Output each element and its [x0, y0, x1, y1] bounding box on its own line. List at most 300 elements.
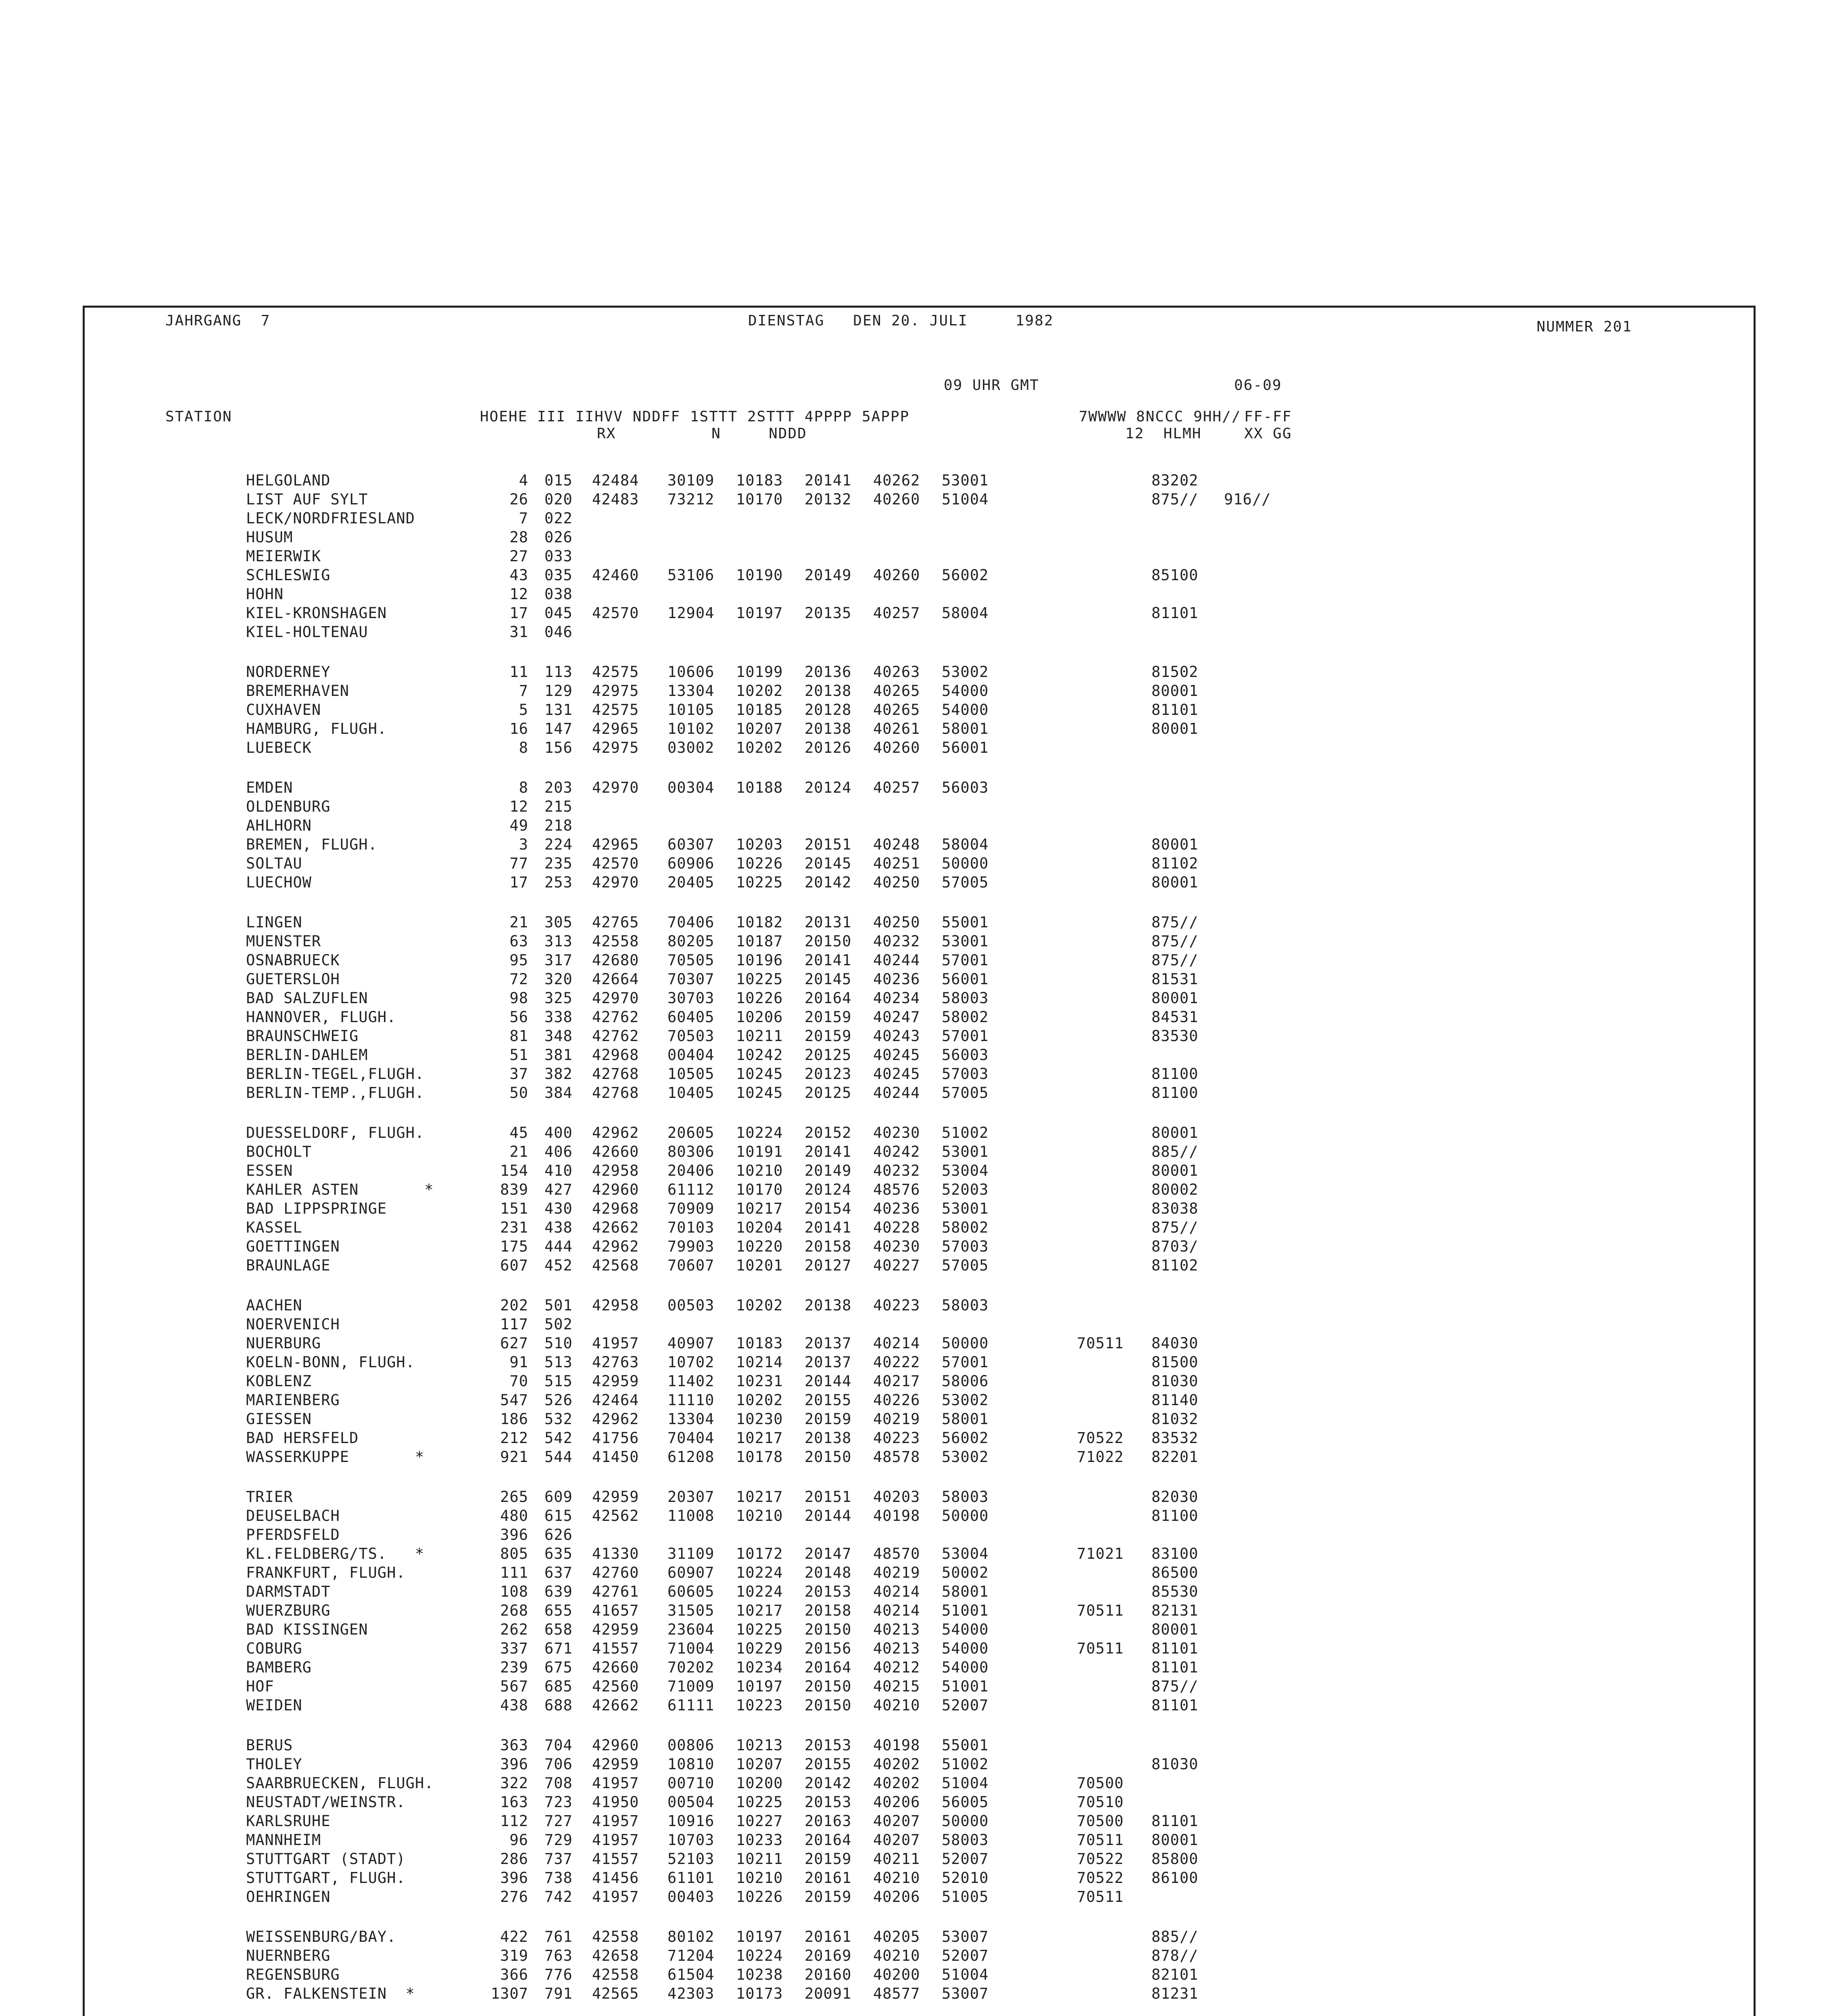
station-name: KAHLER ASTEN *: [246, 1181, 434, 1198]
height-value: 112: [500, 1812, 528, 1830]
height-value: 363: [500, 1737, 528, 1754]
station-index: 706: [544, 1756, 573, 1773]
code-1sttt: 10206: [736, 1008, 783, 1026]
code-iihvv: 42460: [592, 566, 639, 584]
station-index: 317: [544, 952, 573, 969]
station-name: BRAUNSCHWEIG: [246, 1027, 359, 1045]
code-8nccc: 80001: [1151, 836, 1199, 853]
code-4pppp: 40257: [873, 604, 920, 622]
station-row: [85, 1506, 1375, 1525]
station-index: 729: [544, 1831, 573, 1849]
code-iihvv: 42768: [592, 1065, 639, 1083]
station-name: BOCHOLT: [246, 1143, 312, 1160]
code-2sttt: 20150: [805, 1697, 852, 1714]
code-8nccc: 885//: [1151, 1928, 1199, 1945]
code-nddff: 79903: [667, 1238, 715, 1255]
code-nddff: 10505: [667, 1065, 715, 1083]
code-2sttt: 20138: [805, 1429, 852, 1447]
code-iihvv: 42558: [592, 1966, 639, 1983]
code-8nccc: 81502: [1151, 663, 1199, 681]
station-index: 671: [544, 1640, 573, 1657]
code-5appp: 50000: [942, 1812, 989, 1830]
station-name: LINGEN: [246, 914, 302, 931]
code-2sttt: 20141: [805, 1219, 852, 1236]
station-name: NOERVENICH: [246, 1316, 340, 1333]
code-5appp: 57003: [942, 1065, 989, 1083]
height-value: 268: [500, 1602, 528, 1619]
code-1sttt: 10204: [736, 1219, 783, 1236]
code-5appp: 53004: [942, 1162, 989, 1179]
station-row: [85, 700, 1375, 719]
station-row: [85, 913, 1375, 932]
code-nddff: 80102: [667, 1928, 715, 1945]
station-name: HAMBURG, FLUGH.: [246, 720, 387, 737]
station-name: KOELN-BONN, FLUGH.: [246, 1354, 415, 1371]
station-index: 626: [544, 1526, 573, 1543]
height-value: 154: [500, 1162, 528, 1179]
code-2sttt: 20150: [805, 933, 852, 950]
code-iihvv: 42484: [592, 472, 639, 489]
code-8nccc: 81102: [1151, 855, 1199, 872]
station-name: OEHRINGEN: [246, 1888, 331, 1906]
code-7wwww: 70511: [1077, 1335, 1124, 1352]
code-4pppp: 40247: [873, 1008, 920, 1026]
code-1sttt: 10187: [736, 933, 783, 950]
station-index: 400: [544, 1124, 573, 1141]
code-nddff: 13304: [667, 682, 715, 700]
code-iihvv: 41330: [592, 1545, 639, 1562]
code-4pppp: 40257: [873, 779, 920, 796]
height-value: 11: [509, 663, 528, 681]
code-iihvv: 42570: [592, 604, 639, 622]
station-name: MUENSTER: [246, 933, 321, 950]
code-1sttt: 10225: [736, 971, 783, 988]
code-5appp: 50000: [942, 1335, 989, 1352]
station-index: 444: [544, 1238, 573, 1255]
code-4pppp: 40214: [873, 1335, 920, 1352]
station-index: 708: [544, 1774, 573, 1792]
code-1sttt: 10199: [736, 663, 783, 681]
station-name: BREMERHAVEN: [246, 682, 350, 700]
code-2sttt: 20163: [805, 1812, 852, 1830]
code-iihvv: 41657: [592, 1602, 639, 1619]
code-iihvv: 42975: [592, 682, 639, 700]
station-row: [85, 1696, 1375, 1715]
code-5appp: 50000: [942, 1507, 989, 1524]
code-8nccc: 83202: [1151, 472, 1199, 489]
code-1sttt: 10224: [736, 1124, 783, 1141]
code-iihvv: 41456: [592, 1869, 639, 1887]
code-4pppp: 40202: [873, 1756, 920, 1773]
code-2sttt: 20159: [805, 1888, 852, 1906]
station-index: 763: [544, 1947, 573, 1964]
code-5appp: 58001: [942, 1410, 989, 1428]
code-5appp: 53004: [942, 1545, 989, 1562]
station-name: HELGOLAND: [246, 472, 331, 489]
station-index: 502: [544, 1316, 573, 1333]
code-nddff: 12904: [667, 604, 715, 622]
code-8nccc: 885//: [1151, 1143, 1199, 1160]
station-index: 320: [544, 971, 573, 988]
station-index: 382: [544, 1065, 573, 1083]
station-row: [85, 1774, 1375, 1793]
code-iihvv: 42960: [592, 1181, 639, 1198]
height-value: 17: [509, 874, 528, 891]
code-4pppp: 40261: [873, 720, 920, 737]
code-nddff: 60405: [667, 1008, 715, 1026]
code-1sttt: 10210: [736, 1869, 783, 1887]
code-1sttt: 10207: [736, 1756, 783, 1773]
code-2sttt: 20160: [805, 1966, 852, 1983]
station-row: [85, 1218, 1375, 1237]
station-index: 430: [544, 1200, 573, 1217]
station-index: 046: [544, 623, 573, 641]
code-7wwww: 70500: [1077, 1774, 1124, 1792]
height-value: 12: [509, 585, 528, 603]
height-value: 49: [509, 817, 528, 834]
code-1sttt: 10183: [736, 472, 783, 489]
height-value: 262: [500, 1621, 528, 1638]
station-row: [85, 1027, 1375, 1045]
station-name: EMDEN: [246, 779, 293, 796]
station-index: 544: [544, 1448, 573, 1466]
code-iihvv: 42970: [592, 989, 639, 1007]
station-name: DEUSELBACH: [246, 1507, 340, 1524]
station-index: 235: [544, 855, 573, 872]
code-8nccc: 875//: [1151, 952, 1199, 969]
code-8nccc: 80001: [1151, 682, 1199, 700]
height-value: 396: [500, 1869, 528, 1887]
station-index: 026: [544, 529, 573, 546]
height-value: 95: [509, 952, 528, 969]
code-1sttt: 10226: [736, 1888, 783, 1906]
station-name: MANNHEIM: [246, 1831, 321, 1849]
code-5appp: 51005: [942, 1888, 989, 1906]
code-5appp: 56005: [942, 1793, 989, 1811]
height-value: 108: [500, 1583, 528, 1600]
code-nddff: 53106: [667, 566, 715, 584]
column-header-codes2: 7WWWW 8NCCC 9HH//: [1079, 408, 1241, 425]
station-name: WEISSENBURG/BAY.: [246, 1928, 396, 1945]
station-name: SAARBRUECKEN, FLUGH.: [246, 1774, 434, 1792]
code-4pppp: 40227: [873, 1257, 920, 1274]
height-value: 8: [519, 779, 528, 796]
station-index: 215: [544, 798, 573, 815]
code-iihvv: 41557: [592, 1640, 639, 1657]
code-2sttt: 20137: [805, 1335, 852, 1352]
station-index: 438: [544, 1219, 573, 1236]
code-4pppp: 40215: [873, 1678, 920, 1695]
station-row: [85, 1563, 1375, 1582]
code-nddff: 70909: [667, 1200, 715, 1217]
code-1sttt: 10202: [736, 682, 783, 700]
code-iihvv: 42965: [592, 720, 639, 737]
code-4pppp: 40200: [873, 1966, 920, 1983]
code-iihvv: 42664: [592, 971, 639, 988]
code-8nccc: 85800: [1151, 1850, 1199, 1868]
code-iihvv: 41557: [592, 1850, 639, 1868]
code-iihvv: 42761: [592, 1583, 639, 1600]
code-8nccc: 81101: [1151, 1640, 1199, 1657]
station-row: [85, 738, 1375, 757]
code-iihvv: 42660: [592, 1659, 639, 1676]
code-4pppp: 40250: [873, 874, 920, 891]
code-8nccc: 84531: [1151, 1008, 1199, 1026]
code-4pppp: 40213: [873, 1621, 920, 1638]
code-8nccc: 80001: [1151, 989, 1199, 1007]
station-row: [85, 1142, 1375, 1161]
height-value: 480: [500, 1507, 528, 1524]
code-1sttt: 10217: [736, 1488, 783, 1506]
code-4pppp: 40228: [873, 1219, 920, 1236]
station-row: [85, 681, 1375, 700]
code-8nccc: 85100: [1151, 566, 1199, 584]
station-name: LIST AUF SYLT: [246, 491, 368, 508]
code-5appp: 53007: [942, 1985, 989, 2002]
code-iihvv: 41957: [592, 1812, 639, 1830]
station-name: DUESSELDORF, FLUGH.: [246, 1124, 425, 1141]
code-5appp: 51001: [942, 1678, 989, 1695]
height-value: 319: [500, 1947, 528, 1964]
height-value: 77: [509, 855, 528, 872]
code-2sttt: 20155: [805, 1391, 852, 1409]
code-4pppp: 40244: [873, 952, 920, 969]
code-1sttt: 10220: [736, 1238, 783, 1255]
code-1sttt: 10217: [736, 1602, 783, 1619]
code-4pppp: 40223: [873, 1429, 920, 1447]
station-row: [85, 662, 1375, 681]
code-4pppp: 40211: [873, 1850, 920, 1868]
code-5appp: 58001: [942, 720, 989, 737]
code-iihvv: 42680: [592, 952, 639, 969]
code-7wwww: 70522: [1077, 1850, 1124, 1868]
code-nddff: 11402: [667, 1372, 715, 1390]
code-iihvv: 42660: [592, 1143, 639, 1160]
code-nddff: 61101: [667, 1869, 715, 1887]
code-1sttt: 10213: [736, 1737, 783, 1754]
height-value: 839: [500, 1181, 528, 1198]
code-iihvv: 41957: [592, 1888, 639, 1906]
code-iihvv: 42975: [592, 739, 639, 756]
station-name: NORDERNEY: [246, 663, 331, 681]
height-value: 396: [500, 1756, 528, 1773]
code-4pppp: 48576: [873, 1181, 920, 1198]
code-2sttt: 20135: [805, 604, 852, 622]
station-index: 513: [544, 1354, 573, 1371]
code-2sttt: 20123: [805, 1065, 852, 1083]
code-5appp: 57001: [942, 952, 989, 969]
code-nddff: 11110: [667, 1391, 715, 1409]
code-8nccc: 83100: [1151, 1545, 1199, 1562]
code-nddff: 10702: [667, 1354, 715, 1371]
code-nddff: 00304: [667, 779, 715, 796]
code-1sttt: 10233: [736, 1831, 783, 1849]
code-2sttt: 20138: [805, 1297, 852, 1314]
code-8nccc: 82101: [1151, 1966, 1199, 1983]
code-8nccc: 81500: [1151, 1354, 1199, 1371]
station-row: [85, 873, 1375, 892]
code-1sttt: 10182: [736, 914, 783, 931]
station-row: [85, 1237, 1375, 1256]
code-2sttt: 20142: [805, 874, 852, 891]
code-4pppp: 40242: [873, 1143, 920, 1160]
station-row: [85, 1984, 1375, 2003]
code-1sttt: 10211: [736, 1027, 783, 1045]
code-4pppp: 40236: [873, 971, 920, 988]
height-value: 26: [509, 491, 528, 508]
code-nddff: 23604: [667, 1621, 715, 1638]
station-name: HUSUM: [246, 529, 293, 546]
code-5appp: 57005: [942, 1084, 989, 1102]
code-5appp: 54000: [942, 701, 989, 719]
station-index: 033: [544, 548, 573, 565]
station-row: [85, 989, 1375, 1008]
station-row: [85, 1639, 1375, 1658]
code-4pppp: 40230: [873, 1124, 920, 1141]
code-iihvv: 42958: [592, 1162, 639, 1179]
code-nddff: 71004: [667, 1640, 715, 1657]
code-5appp: 51002: [942, 1124, 989, 1141]
station-index: 020: [544, 491, 573, 508]
code-iihvv: 42962: [592, 1410, 639, 1428]
code-4pppp: 40213: [873, 1640, 920, 1657]
code-4pppp: 40251: [873, 855, 920, 872]
code-5appp: 58003: [942, 1831, 989, 1849]
height-value: 265: [500, 1488, 528, 1506]
station-row: [85, 1353, 1375, 1372]
station-index: 384: [544, 1084, 573, 1102]
station-row: [85, 1946, 1375, 1965]
height-value: 567: [500, 1678, 528, 1695]
station-row: [85, 1868, 1375, 1887]
station-index: 253: [544, 874, 573, 891]
code-8nccc: 85530: [1151, 1583, 1199, 1600]
station-row: [85, 1429, 1375, 1447]
code-nddff: 30109: [667, 472, 715, 489]
code-5appp: 58004: [942, 836, 989, 853]
code-4pppp: 48578: [873, 1448, 920, 1466]
code-4pppp: 40217: [873, 1372, 920, 1390]
code-5appp: 53002: [942, 663, 989, 681]
station-name: ESSEN: [246, 1162, 293, 1179]
code-5appp: 51004: [942, 1774, 989, 1792]
code-5appp: 55001: [942, 914, 989, 931]
code-2sttt: 20147: [805, 1545, 852, 1562]
code-1sttt: 10178: [736, 1448, 783, 1466]
station-name: NUERNBERG: [246, 1947, 331, 1964]
code-1sttt: 10188: [736, 779, 783, 796]
code-2sttt: 20153: [805, 1737, 852, 1754]
station-row: [85, 1849, 1375, 1868]
code-2sttt: 20158: [805, 1238, 852, 1255]
station-index: 313: [544, 933, 573, 950]
station-row: [85, 1199, 1375, 1218]
station-row: [85, 1658, 1375, 1677]
station-row: [85, 1123, 1375, 1142]
code-8nccc: 82030: [1151, 1488, 1199, 1506]
code-8nccc: 875//: [1151, 1219, 1199, 1236]
code-2sttt: 20142: [805, 1774, 852, 1792]
code-1sttt: 10217: [736, 1429, 783, 1447]
code-2sttt: 20152: [805, 1124, 852, 1141]
height-value: 98: [509, 989, 528, 1007]
jahrgang-label: JAHRGANG 7: [165, 312, 271, 329]
station-index: 688: [544, 1697, 573, 1714]
height-value: 37: [509, 1065, 528, 1083]
height-value: 231: [500, 1219, 528, 1236]
code-2sttt: 20161: [805, 1928, 852, 1945]
code-nddff: 61112: [667, 1181, 715, 1198]
station-name: KL.FELDBERG/TS. *: [246, 1545, 425, 1562]
code-2sttt: 20159: [805, 1410, 852, 1428]
code-nddff: 31109: [667, 1545, 715, 1562]
station-row: [85, 566, 1375, 585]
code-4pppp: 40232: [873, 933, 920, 950]
code-1sttt: 10210: [736, 1507, 783, 1524]
station-index: 406: [544, 1143, 573, 1160]
code-2sttt: 20149: [805, 1162, 852, 1179]
station-row: [85, 623, 1375, 641]
height-value: 276: [500, 1888, 528, 1906]
code-7wwww: 70500: [1077, 1812, 1124, 1830]
code-nddff: 61111: [667, 1697, 715, 1714]
code-nddff: 52103: [667, 1850, 715, 1868]
height-value: 286: [500, 1850, 528, 1868]
code-4pppp: 40219: [873, 1410, 920, 1428]
code-8nccc: 81140: [1151, 1391, 1199, 1409]
station-index: 615: [544, 1507, 573, 1524]
height-value: 805: [500, 1545, 528, 1562]
station-row: [85, 835, 1375, 854]
code-iihvv: 42962: [592, 1124, 639, 1141]
code-8nccc: 878//: [1151, 1947, 1199, 1964]
station-row: [85, 1812, 1375, 1831]
code-8nccc: 80001: [1151, 720, 1199, 737]
code-5appp: 53002: [942, 1391, 989, 1409]
height-value: 12: [509, 798, 528, 815]
station-name: BAD HERSFELD: [246, 1429, 359, 1447]
code-2sttt: 20159: [805, 1850, 852, 1868]
station-index: 761: [544, 1928, 573, 1945]
code-2sttt: 20145: [805, 971, 852, 988]
code-4pppp: 40210: [873, 1947, 920, 1964]
code-nddff: 20406: [667, 1162, 715, 1179]
code-5appp: 51001: [942, 1602, 989, 1619]
station-row: [85, 471, 1375, 490]
height-value: 16: [509, 720, 528, 737]
station-index: 655: [544, 1602, 573, 1619]
station-row: [85, 1447, 1375, 1466]
code-2sttt: 20164: [805, 1659, 852, 1676]
code-2sttt: 20138: [805, 682, 852, 700]
station-name: WUERZBURG: [246, 1602, 331, 1619]
station-name: HOHN: [246, 585, 284, 603]
code-iihvv: 42558: [592, 1928, 639, 1945]
station-name: BERUS: [246, 1737, 293, 1754]
column-header-codes: HOEHE III IIHVV NDDFF 1STTT 2STTT 4PPPP 5APPP: [480, 408, 910, 425]
code-8nccc: 80001: [1151, 1162, 1199, 1179]
code-nddff: 70307: [667, 971, 715, 988]
height-value: 422: [500, 1928, 528, 1945]
code-nddff: 70202: [667, 1659, 715, 1676]
code-8nccc: 81101: [1151, 1697, 1199, 1714]
station-index: 325: [544, 989, 573, 1007]
code-1sttt: 10201: [736, 1257, 783, 1274]
station-index: 635: [544, 1545, 573, 1562]
code-1sttt: 10185: [736, 701, 783, 719]
code-2sttt: 20156: [805, 1640, 852, 1657]
code-nddff: 70503: [667, 1027, 715, 1045]
